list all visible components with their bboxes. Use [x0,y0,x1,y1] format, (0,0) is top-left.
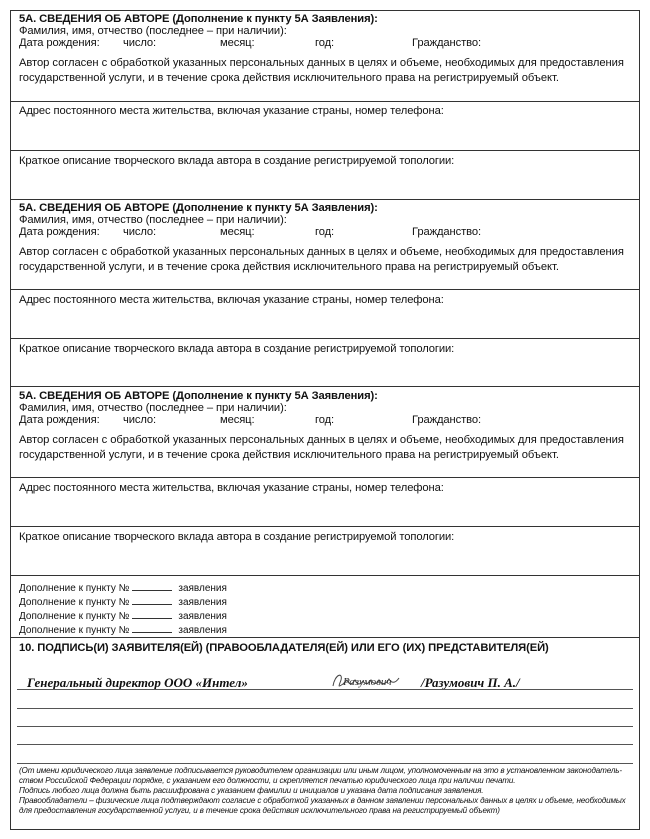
divider [11,101,639,102]
supplement-prefix: Дополнение к пункту № [19,597,130,608]
form-frame [10,10,640,830]
divider [11,575,639,576]
divider [11,289,639,290]
day-label: число: [123,414,157,426]
supplement-prefix: Дополнение к пункту № [19,625,130,636]
supplement-prefix: Дополнение к пункту № [19,583,130,594]
divider [11,338,639,339]
contribution-label: Краткое описание творческого вклада автора в создание регистрируемой топологии: [19,343,455,355]
address-label: Адрес постоянного места жительства, включая указание страны, номер телефона: [19,294,444,306]
signatory-name: /Разумович П. А./ [421,675,520,690]
signature-note-3: Правообладатели – физические лица подтверждают согласие с обработкой указанных в данном заявлении персональных данных в целях и объеме, необходимых для предоставления государственной услуги, и в течение срока действия исключительного права на регистрируемый объект) [19,796,626,815]
supplement-blank[interactable] [132,581,172,591]
month-label: месяц: [220,226,255,238]
consent-text: Автор согласен с обработкой указанных персональных данных в целях и объеме, необходимых для предоставления государственной услуги, и в течение срока действия исключительного права на регистрируемый объект. [19,57,624,84]
author-section-title: 5А. СВЕДЕНИЯ ОБ АВТОРЕ (Дополнение к пункту 5А Заявления): [19,202,378,214]
fio-label: Фамилия, имя, отчество (последнее – при наличии): [19,214,287,226]
citizenship-label: Гражданство: [412,37,481,49]
signatory-position: Генеральный директор ООО «Интел» [27,675,248,690]
divider [11,526,639,527]
supplement-blank[interactable] [132,623,172,633]
author-section-title: 5А. СВЕДЕНИЯ ОБ АВТОРЕ (Дополнение к пункту 5А Заявления): [19,390,378,402]
dob-label: Дата рождения: [19,37,100,49]
supplement-blank[interactable] [132,609,172,619]
fio-label: Фамилия, имя, отчество (последнее – при наличии): [19,402,287,414]
supplement-suffix: заявления [178,625,227,636]
dob-row [19,226,631,241]
day-label: число: [123,226,157,238]
divider [11,386,639,387]
consent-text: Автор согласен с обработкой указанных персональных данных в целях и объеме, необходимых для предоставления государственной услуги, и в течение срока действия исключительного права на регистрируемый объект. [19,246,624,273]
supplement-prefix: Дополнение к пункту № [19,611,130,622]
signature-notes [11,766,639,816]
year-label: год: [315,37,335,49]
year-label: год: [315,414,335,426]
supplement-row [19,623,631,637]
author-block-3 [11,390,639,463]
divider [11,199,639,200]
month-label: месяц: [220,37,255,49]
signature-line[interactable] [17,763,633,764]
signature-note-2: Подпись любого лица должна быть расшифрована с указанием фамилии и инициалов и указана дата подписания заявления. [19,786,484,795]
citizenship-label: Гражданство: [412,226,481,238]
signature-line[interactable] [17,744,633,745]
handwritten-signature-text: Разумович [343,676,392,688]
month-label: месяц: [220,414,255,426]
signature-line[interactable] [17,708,633,709]
supplement-blank[interactable] [132,595,172,605]
consent-text: Автор согласен с обработкой указанных персональных данных в целях и объеме, необходимых для предоставления государственной услуги, и в течение срока действия исключительного права на регистрируемый объект. [19,434,624,461]
address-label: Адрес постоянного места жительства, включая указание страны, номер телефона: [19,482,444,494]
supplement-suffix: заявления [178,597,227,608]
dob-row [19,37,631,52]
author-section-title: 5А. СВЕДЕНИЯ ОБ АВТОРЕ (Дополнение к пункту 5А Заявления): [19,13,378,25]
contribution-label: Краткое описание творческого вклада автора в создание регистрируемой топологии: [19,155,455,167]
signature-section-title: 10. ПОДПИСЬ(И) ЗАЯВИТЕЛЯ(ЕЙ) (ПРАВООБЛАДАТЕЛЯ(ЕЙ) ИЛИ ЕГО (ИХ) ПРЕДСТАВИТЕЛЯ(ЕЙ) [19,642,549,654]
divider [11,477,639,478]
author-block-1 [11,13,639,86]
dob-label: Дата рождения: [19,414,100,426]
contribution-label: Краткое описание творческого вклада автора в создание регистрируемой топологии: [19,531,455,543]
signature-line[interactable] [17,726,633,727]
author-block-2 [11,202,639,275]
day-label: число: [123,37,157,49]
citizenship-label: Гражданство: [412,414,481,426]
divider [11,150,639,151]
dob-label: Дата рождения: [19,226,100,238]
signature-line[interactable] [17,689,633,690]
address-label: Адрес постоянного места жительства, включая указание страны, номер телефона: [19,105,444,117]
supplement-row [19,609,631,623]
supplement-row [19,595,631,609]
supplement-suffix: заявления [178,583,227,594]
handwritten-signature [329,668,409,694]
year-label: год: [315,226,335,238]
supplement-row [19,581,631,595]
divider [11,637,639,638]
supplement-suffix: заявления [178,611,227,622]
signature-note-1: (От имени юридического лица заявление подписывается руководителем организации или иным лицом, уполномоченным на это в установленном законодатель-ством Российской Федерации порядке, с указанием его должности, и скрепляется печатью юридического лица при наличии печати. [19,766,622,785]
fio-label: Фамилия, имя, отчество (последнее – при наличии): [19,25,287,37]
dob-row [19,414,631,429]
supplement-list [11,581,639,637]
